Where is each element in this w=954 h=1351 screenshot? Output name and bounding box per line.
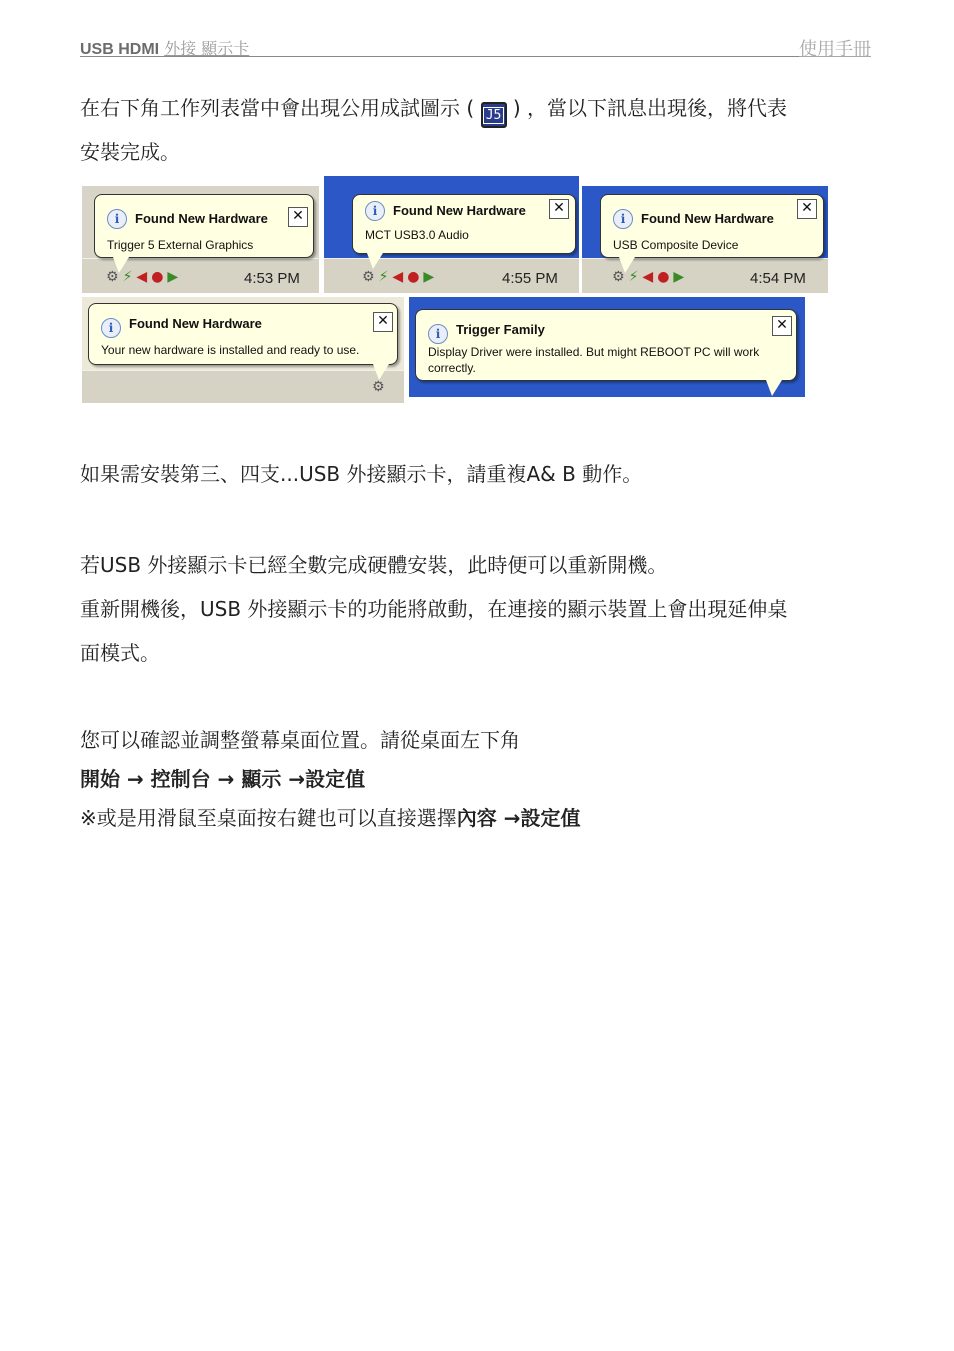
intro-line-1: 在右下角工作列表當中會出現公用成試圖示 ( J5 ) ，當以下訊息出現後，將代表 — [80, 86, 875, 130]
close-icon[interactable]: ✕ — [373, 312, 393, 332]
settings-path: 開始 → 控制台 → 顯示 →設定值 — [80, 767, 366, 791]
close-icon[interactable]: ✕ — [797, 199, 817, 219]
balloon-message: Your new hardware is installed and ready to use. — [101, 343, 360, 357]
screenshot-found-hardware-trigger — [82, 186, 319, 293]
reboot-paragraph: 若USB 外接顯示卡已經全數完成硬體安裝，此時便可以重新開機。 重新開機後，USB 外接顯示卡的功能將啟動，在連接的顯示裝置上會出現延伸桌 面模式。 — [80, 553, 788, 665]
notification-balloon[interactable] — [88, 303, 398, 365]
header-manual-label: 使用手冊 — [799, 39, 871, 60]
screenshot-found-hardware-audio — [324, 176, 579, 293]
notification-balloon[interactable] — [415, 309, 797, 381]
header-title — [80, 36, 249, 59]
balloon-message: MCT USB3.0 Audio — [365, 228, 469, 242]
repeat-instruction: 如果需安裝第三、四支...USB 外接顯示卡，請重複A& B 動作。 — [80, 462, 643, 486]
tray-icons: ⚙⚡◀●▶ — [612, 269, 689, 285]
settings-alt-path: ※或是用滑鼠至桌面按右鍵也可以直接選擇內容 →設定值 — [80, 806, 581, 830]
balloon-message: Trigger 5 External Graphics — [107, 238, 254, 252]
intro-paragraph — [80, 86, 875, 174]
header-title-latin: USB HDMI — [80, 41, 160, 58]
tray-icons: ⚙ — [372, 379, 389, 395]
screenshot-hardware-ready — [82, 297, 404, 403]
close-icon[interactable]: ✕ — [288, 207, 308, 227]
screenshot-trigger-family — [409, 297, 805, 397]
page-header — [80, 34, 871, 60]
info-icon: i — [365, 201, 385, 221]
balloon-message: USB Composite Device — [613, 238, 739, 252]
info-icon: i — [428, 324, 448, 344]
balloon-title: Trigger Family — [456, 322, 545, 337]
header-title-cjk: 外接 顯示卡 — [164, 39, 250, 58]
screenshot-found-hardware-composite — [582, 186, 828, 293]
close-icon[interactable]: ✕ — [772, 316, 792, 336]
info-icon: i — [101, 318, 121, 338]
intro-line-2: 安裝完成。 — [80, 140, 180, 164]
balloon-title: Found New Hardware — [641, 211, 774, 226]
tray-clock: 4:55 PM — [502, 270, 558, 287]
balloon-title: Found New Hardware — [393, 203, 526, 218]
notification-balloon[interactable] — [600, 194, 824, 258]
balloon-message: Display Driver were installed. But might REBOOT PC will work correctly. — [428, 345, 760, 375]
notification-balloon[interactable] — [94, 194, 314, 258]
close-icon[interactable]: ✕ — [549, 199, 569, 219]
notification-balloon[interactable] — [352, 194, 576, 254]
balloon-title: Found New Hardware — [129, 316, 262, 331]
balloon-title: Found New Hardware — [135, 211, 268, 226]
tray-icons: ⚙⚡◀●▶ — [106, 269, 183, 285]
tray-clock: 4:53 PM — [244, 270, 300, 287]
tray-clock: 4:54 PM — [750, 270, 806, 287]
tray-monitor-icon: J5 — [481, 102, 507, 128]
settings-paragraph: 您可以確認並調整螢幕桌面位置。請從桌面左下角 開始 → 控制台 → 顯示 →設定值 ※或是用滑鼠至桌面按右鍵也可以直接選擇內容 →設定值 — [80, 721, 875, 838]
info-icon: i — [107, 209, 127, 229]
tray-icons: ⚙⚡◀●▶ — [362, 269, 439, 285]
info-icon: i — [613, 209, 633, 229]
